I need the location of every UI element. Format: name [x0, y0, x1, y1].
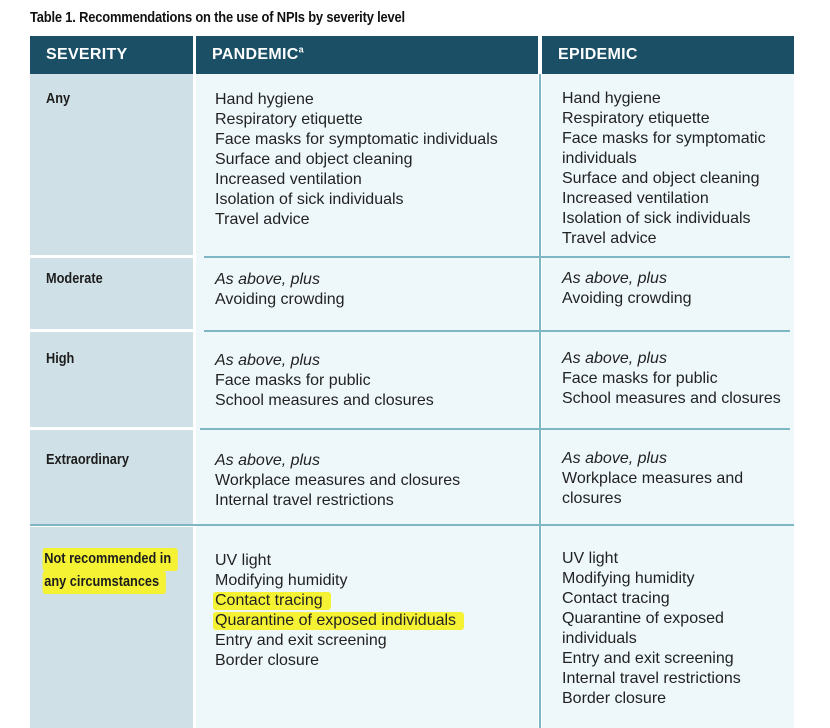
list-item: Surface and object cleaning: [562, 170, 760, 187]
table-title: Table 1. Recommendations on the use of NPIs by severity level: [30, 9, 405, 26]
list-item: Travel advice: [215, 211, 310, 228]
list-item: UV light: [215, 552, 272, 569]
list-item: Workplace measures and: [562, 470, 744, 487]
severity-high: High: [46, 350, 75, 367]
list-item: School measures and closures: [215, 392, 434, 409]
list-item: Internal travel restrictions: [215, 492, 394, 509]
list-item-highlighted: [215, 611, 464, 631]
list-item: As above, plus: [562, 270, 667, 287]
severity-any: Any: [46, 90, 71, 107]
header-pandemic: PANDEMIC$^a$: [196, 36, 538, 74]
footnote-marker: a: [298, 44, 304, 55]
row-divider: [204, 330, 790, 332]
list-item: closures: [562, 490, 622, 507]
severity-divider: [30, 329, 193, 332]
list-item: Face masks for symptomatic: [562, 130, 766, 147]
row-divider: [30, 524, 794, 526]
list-item: Respiratory etiquette: [215, 111, 363, 128]
list-item: Quarantine of exposed: [562, 610, 724, 627]
epidemic-not-recommended-list: [562, 549, 741, 709]
list-item: Internal travel restrictions: [562, 670, 741, 687]
list-item: Contact tracing: [562, 590, 670, 607]
list-item: Entry and exit screening: [562, 650, 734, 667]
highlight: Quarantine of exposed individuals: [213, 612, 464, 630]
pandemic-moderate-list: [215, 270, 345, 310]
severity-moderate: Moderate: [46, 270, 103, 287]
pandemic-high-list: [215, 351, 434, 411]
list-item: Avoiding crowding: [215, 291, 345, 308]
highlight: Not recommended in: [43, 548, 178, 571]
list-item: Travel advice: [562, 230, 657, 247]
epidemic-any-list: [562, 89, 766, 249]
list-item: Isolation of sick individuals: [215, 191, 404, 208]
column-divider: [539, 74, 541, 728]
list-item: UV light: [562, 550, 619, 567]
list-item: individuals: [562, 630, 637, 647]
list-item: Face masks for public: [562, 370, 718, 387]
header-epidemic: EPIDEMIC: [542, 36, 794, 74]
row-divider: [204, 256, 790, 258]
list-item: Face masks for symptomatic individuals: [215, 131, 498, 148]
list-item: As above, plus: [215, 452, 320, 469]
severity-not-recommended: [46, 548, 178, 594]
pandemic-any-list: [215, 90, 498, 230]
pandemic-extraordinary-list: [215, 451, 460, 511]
list-item: Respiratory etiquette: [562, 110, 710, 127]
list-item: School measures and closures: [562, 390, 781, 407]
severity-extraordinary: Extraordinary: [46, 451, 129, 468]
pandemic-not-recommended-list: [215, 551, 464, 671]
list-item: Hand hygiene: [215, 91, 314, 108]
list-item: As above, plus: [562, 450, 667, 467]
list-item-highlighted: [215, 591, 464, 611]
severity-divider: [30, 427, 193, 430]
epidemic-extraordinary-list: [562, 449, 743, 509]
epidemic-moderate-list: [562, 269, 692, 309]
list-item: Surface and object cleaning: [215, 151, 413, 168]
list-item: Isolation of sick individuals: [562, 210, 751, 227]
severity-column-bg: [30, 74, 193, 728]
list-item: Face masks for public: [215, 372, 371, 389]
list-item: Increased ventilation: [215, 171, 362, 188]
list-item: Increased ventilation: [562, 190, 709, 207]
list-item: Border closure: [562, 690, 667, 707]
list-item: As above, plus: [215, 352, 320, 369]
list-item: As above, plus: [562, 350, 667, 367]
list-item: Hand hygiene: [562, 90, 661, 107]
highlight: any circumstances: [43, 571, 166, 594]
severity-divider: [30, 255, 193, 258]
list-item: Modifying humidity: [215, 572, 348, 589]
list-item: Avoiding crowding: [562, 290, 692, 307]
list-item: Border closure: [215, 652, 320, 669]
row-divider: [200, 428, 790, 430]
list-item: As above, plus: [215, 271, 320, 288]
list-item: Entry and exit screening: [215, 632, 387, 649]
epidemic-high-list: [562, 349, 781, 409]
list-item: Workplace measures and closures: [215, 472, 461, 489]
header-severity: SEVERITY: [30, 36, 193, 74]
highlight: Contact tracing: [213, 592, 331, 610]
list-item: individuals: [562, 150, 637, 167]
list-item: Modifying humidity: [562, 570, 695, 587]
